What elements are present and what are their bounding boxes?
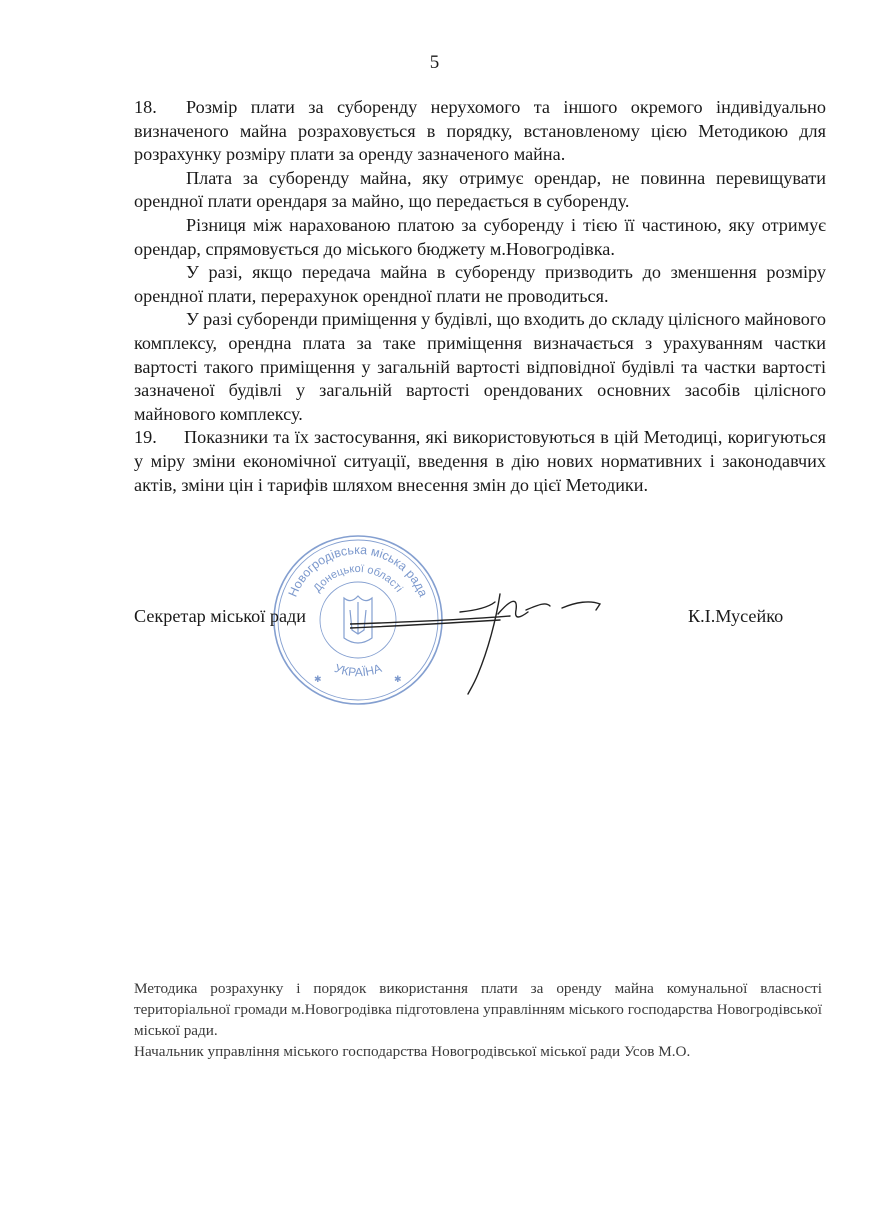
clause-number: 19.	[134, 427, 157, 448]
paragraph-text: Розмір плати за суборенду нерухомого та іншого окремого індивідуально визначеного майна розраховується в порядку, встановленому цією Методикою для розрахунку розміру плати за оренду зазначеного майна.	[134, 97, 826, 165]
page-number: 5	[429, 52, 440, 73]
footer-note	[134, 978, 822, 1062]
star-icon: ✱	[394, 674, 402, 684]
footer-head: Начальник управління міського господарства Новогродівської міської ради Усов М.О.	[134, 1043, 691, 1060]
paragraph-text: Показники та їх застосування, які використовуються в цій Методиці, коригуються у міру зміни економічної ситуації, введення в дію нових нормативних і законодавчих актів, зміни цін і тарифів шляхом внесення змін до цієї Методики.	[134, 427, 826, 495]
stamp-top-text: Новогродівська міська рада	[285, 542, 431, 599]
stamp-middle-text: Донецької області	[311, 562, 405, 595]
signer-name: К.І.Мусейко	[688, 606, 784, 626]
signer-position: Секретар міської ради	[134, 606, 306, 626]
paragraph-sublease-limit: Плата за суборенду майна, яку отримує орендар, не повинна перевищувати орендної плати орендаря за майно, що передається в суборенду.	[134, 167, 826, 212]
document-body	[134, 96, 826, 497]
paragraph-19	[134, 426, 826, 497]
star-icon: ✱	[314, 674, 322, 684]
paragraph-difference: Різниця між нарахованою платою за суборенду і тією її частиною, яку отримує орендар, спрямовується до міського бюджету м.Новогродівка.	[134, 214, 826, 259]
clause-number: 18.	[134, 97, 157, 117]
handwritten-signature	[350, 590, 610, 700]
footer-prepared-by: Методика розрахунку і порядок використання плати за оренду майна комунальної власності територіальної громади м.Новогродівка підготовлена управлінням міського господарства Новогродівської міської ради.	[134, 980, 822, 1039]
paragraph-property-complex: У разі суборенди приміщення у будівлі, що входить до складу цілісного майнового комплексу, орендна плата за таке приміщення визначається з урахуванням частки вартості такого приміщення у загальній вартості відповідної будівлі та частки вартості зазначеної будівлі у загальній вартості орендованих основних засобів цілісного майнового комплексу.	[134, 309, 826, 424]
stamp-bottom-text: УКРАЇНА	[332, 660, 384, 680]
paragraph-18	[134, 96, 826, 167]
paragraph-reduction: У разі, якщо передача майна в суборенду призводить до зменшення розміру орендної плати, перерахунок орендної плати не проводиться.	[134, 262, 826, 306]
